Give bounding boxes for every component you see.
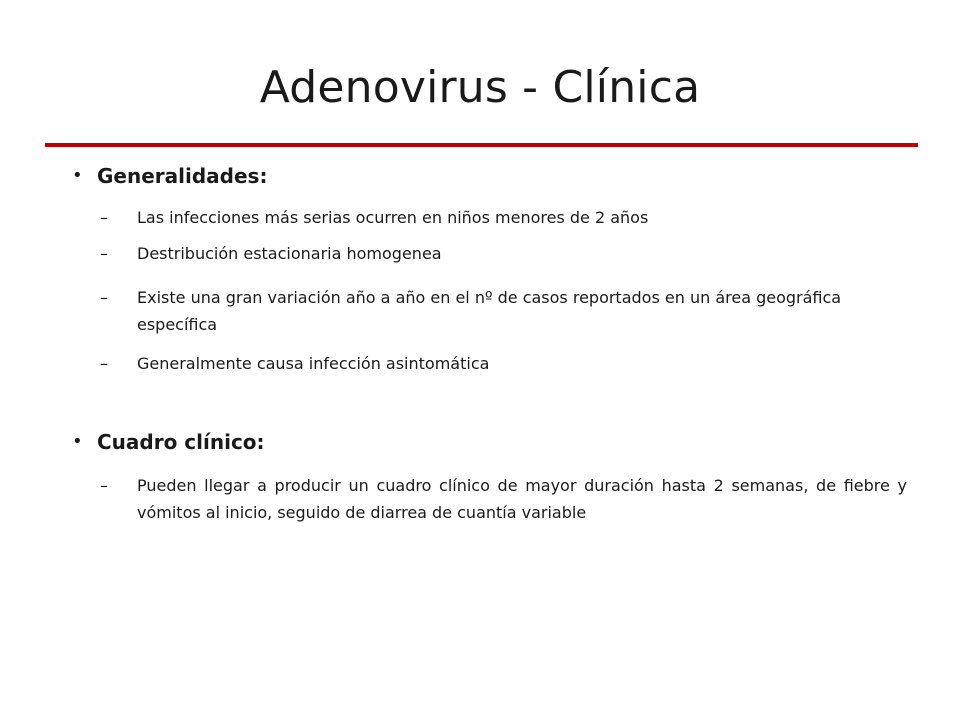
list-item-text: Pueden llegar a producir un cuadro clínico de mayor duración hasta 2 semanas, de fiebre y vómitos al inicio, seguido de diarrea de cuantía variable <box>137 476 907 522</box>
bullet-icon: • <box>72 165 83 186</box>
title-underline <box>45 143 918 147</box>
dash-icon: – <box>100 288 108 307</box>
list-item-text: Las infecciones más serias ocurren en niños menores de 2 años <box>137 208 649 227</box>
list-item-text: Destribución estacionaria homogenea <box>137 244 442 263</box>
dash-icon: – <box>100 354 108 373</box>
slide-title: Adenovirus - Clínica <box>259 62 701 113</box>
dash-icon: – <box>100 208 108 227</box>
list-item-text: Generalmente causa infección asintomática <box>137 354 490 373</box>
section-heading: Generalidades: <box>97 164 268 188</box>
dash-icon: – <box>100 244 108 263</box>
list-item-text: Existe una gran variación año a año en el nº de casos reportados en un área geográfica específica <box>137 288 842 334</box>
dash-icon: – <box>100 476 108 495</box>
bullet-icon: • <box>72 431 83 452</box>
section-heading: Cuadro clínico: <box>97 430 265 454</box>
